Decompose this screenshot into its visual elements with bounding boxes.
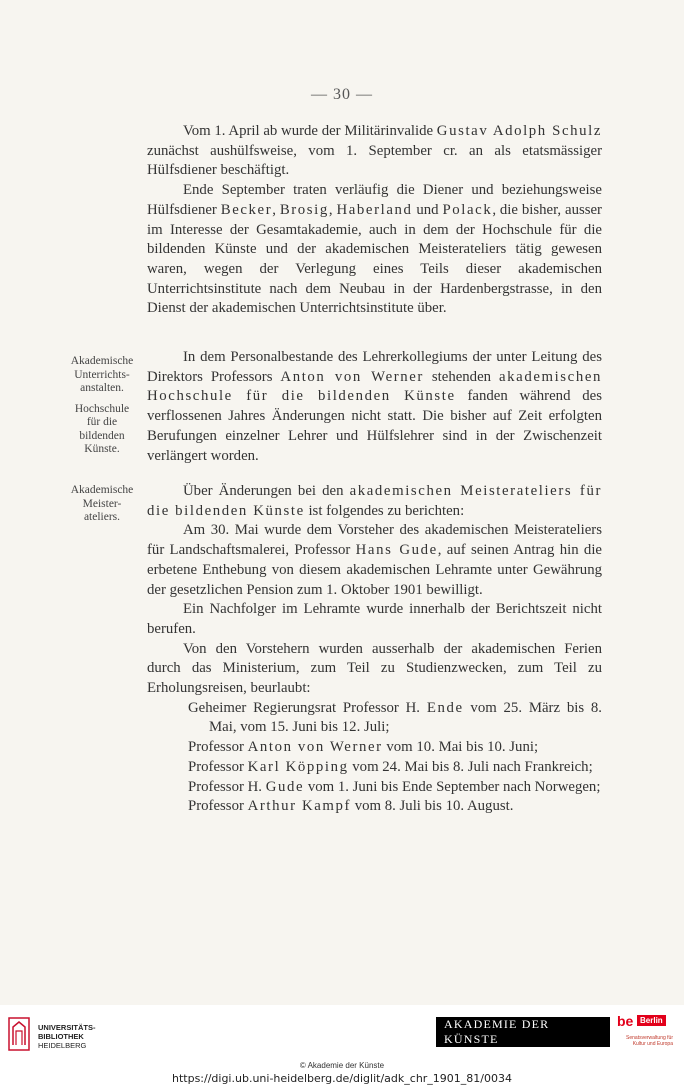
margin-note-line: Künste. — [84, 443, 120, 455]
margin-note-line: Unterrichts- — [74, 368, 130, 381]
margin-note-line: ateliers. — [83, 511, 121, 523]
paragraph — [147, 181, 602, 319]
spaced-name: akademischen Hochschule für die bildenden Künste — [147, 368, 602, 405]
text-run: In dem Personalbestande des Lehrerkollegiums der unter Leitung des Direktors Professors — [147, 349, 602, 385]
text-run: Am 30. Mai wurde dem Vorsteher des akademischen Meisterateliers für Landschaftsmalerei, Professor — [147, 522, 602, 559]
paragraph — [147, 482, 602, 521]
text-run: Von den Vorstehern wurden ausserhalb der akademischen Ferien durch das Ministerium, zum Teil zu Studienzwecken, zum Teil zu Erholungsreisen, beurlaubt: — [147, 640, 602, 697]
berlin-logo-subtitle: Senatsverwaltung für Kultur und Europa — [626, 1035, 673, 1047]
text-run: zunächst aushülfsweise, vom 1. September cr. an als etatsmässiger Hülfsdiener beschäftigt. — [147, 142, 602, 179]
text-run: stehenden — [423, 368, 499, 385]
text-run: ist folgendes zu berichten: — [304, 502, 465, 519]
library-logo-line: BIBLIOTHEK — [38, 1032, 84, 1041]
spaced-name: Gude — [265, 778, 305, 795]
leave-list-item — [147, 797, 602, 817]
margin-note-unterrichtsanstalten — [60, 355, 144, 457]
text-run: Geheimer Regierungsrat Professor H. — [188, 699, 427, 716]
spaced-name: Anton von Werner — [280, 368, 424, 385]
text-run: , — [328, 201, 337, 218]
text-run: Vom 1. April ab wurde der Militärinvalide — [183, 123, 437, 139]
text-run: , auf seinen Antrag hin die erbetene Enthebung von diesem akademischen Lehramte unter Gewährung der gesetzlichen Pension zum 1. Oktober 1901 bewilligt. — [147, 542, 602, 598]
margin-note-line: Akademische — [70, 484, 134, 496]
text-run: , — [272, 201, 280, 218]
margin-note-meisterateliers — [60, 484, 144, 525]
spaced-name: Becker — [220, 201, 273, 218]
spaced-name: Polack — [442, 201, 493, 218]
text-run: vom 25. März bis 8. Mai, vom 15. Juni bis 12. Juli; — [209, 699, 602, 736]
adk-logo-text: AKADEMIE DER KÜNSTE — [435, 1013, 611, 1051]
margin-note-line: Akademische — [70, 355, 134, 367]
text-run: , die bisher, ausser im Interesse der Gesamtakademie, auch in dem der Hochschule für die bildenden Künste und der akademischen Meisterateliers tätig gewesen waren, wegen der Verlegung eines Teils dieser akademischen Unterrichtsinstitute nach dem Neubau in der Hardenbergstrasse, in den Dienst der akademischen Unterrichtsinstitute über. — [147, 201, 602, 317]
text-block-3 — [147, 482, 602, 817]
spaced-name: Arthur Kampf — [247, 798, 352, 815]
text-run: fanden während des verflossenen Jahres Änderungen nicht statt. Die bisher auf Zeit erfolgten Berufungen einzelner Lehrer und Hülfslehrer sind in der Zwischenzeit verlängert worden. — [147, 388, 603, 464]
spaced-name: Karl Köpping — [247, 758, 349, 775]
permalink-url[interactable]: https://digi.ub.uni-heidelberg.de/diglit/adk_chr_1901_81/0034 — [171, 1072, 513, 1085]
text-run: Ein Nachfolger im Lehramte wurde innerhalb der Berichtszeit nicht berufen. — [147, 601, 602, 637]
leave-list-item — [147, 778, 602, 798]
text-run: Über Änderungen bei den — [183, 483, 350, 499]
margin-note-line: bildenden — [79, 429, 125, 442]
text-run: Professor — [188, 798, 248, 815]
text-run: vom 24. Mai bis 8. Juli nach Frankreich; — [348, 758, 593, 775]
copyright-notice: © Akademie der Künste — [299, 1061, 385, 1070]
spaced-name: Gustav Adolph Schulz — [436, 123, 602, 139]
text-block-2 — [147, 348, 602, 466]
text-run: Professor — [188, 758, 248, 775]
margin-note-line: für die — [86, 416, 118, 428]
spaced-name: Hans Gude — [355, 542, 438, 559]
university-library-logo[interactable] — [8, 1013, 118, 1057]
berlin-senate-logo[interactable] — [617, 1013, 675, 1053]
text-run: und — [412, 201, 443, 218]
berlin-logo-mark: be — [617, 1013, 634, 1029]
leave-list-item — [147, 758, 602, 778]
library-logo-line: HEIDELBERG — [38, 1041, 87, 1050]
library-logo-line: UNIVERSITÄTS- — [38, 1023, 96, 1032]
text-run: Ende September traten verläufig die Diener und beziehungsweise Hülfsdiener — [147, 182, 602, 218]
spaced-name: Ende — [426, 699, 464, 716]
margin-note-line: anstalten. — [80, 382, 124, 394]
paragraph — [147, 600, 602, 639]
text-run: Professor H. — [188, 778, 266, 795]
margin-note-line: Meister- — [82, 497, 122, 510]
text-run: vom 8. Juli bis 10. August. — [351, 798, 514, 815]
berlin-logo-box: Berlin — [637, 1015, 666, 1026]
paragraph — [147, 348, 602, 466]
leave-list-item — [147, 738, 602, 758]
spaced-name: Haberland — [336, 201, 413, 218]
library-seal-icon — [8, 1017, 30, 1051]
margin-note-line: Hochschule — [74, 402, 130, 415]
spaced-name: Anton von Werner — [247, 739, 383, 756]
leave-list-item — [147, 699, 602, 738]
paragraph — [147, 521, 602, 600]
text-run: vom 1. Juni bis Ende September nach Norwegen; — [304, 778, 601, 795]
paragraph — [147, 640, 602, 699]
akademie-der-kuenste-logo[interactable] — [435, 1017, 611, 1047]
spaced-name: akademischen Meisterateliers für die bildenden Künste — [147, 483, 602, 519]
page-number: — 30 — — [311, 86, 373, 103]
text-run: Professor — [188, 739, 248, 756]
text-run: vom 10. Mai bis 10. Juni; — [382, 739, 539, 756]
paragraph — [147, 122, 602, 181]
library-logo-text — [38, 1023, 96, 1050]
viewer-footer — [0, 1005, 684, 1089]
spaced-name: Brosig — [279, 201, 329, 218]
text-block-1 — [147, 122, 602, 319]
